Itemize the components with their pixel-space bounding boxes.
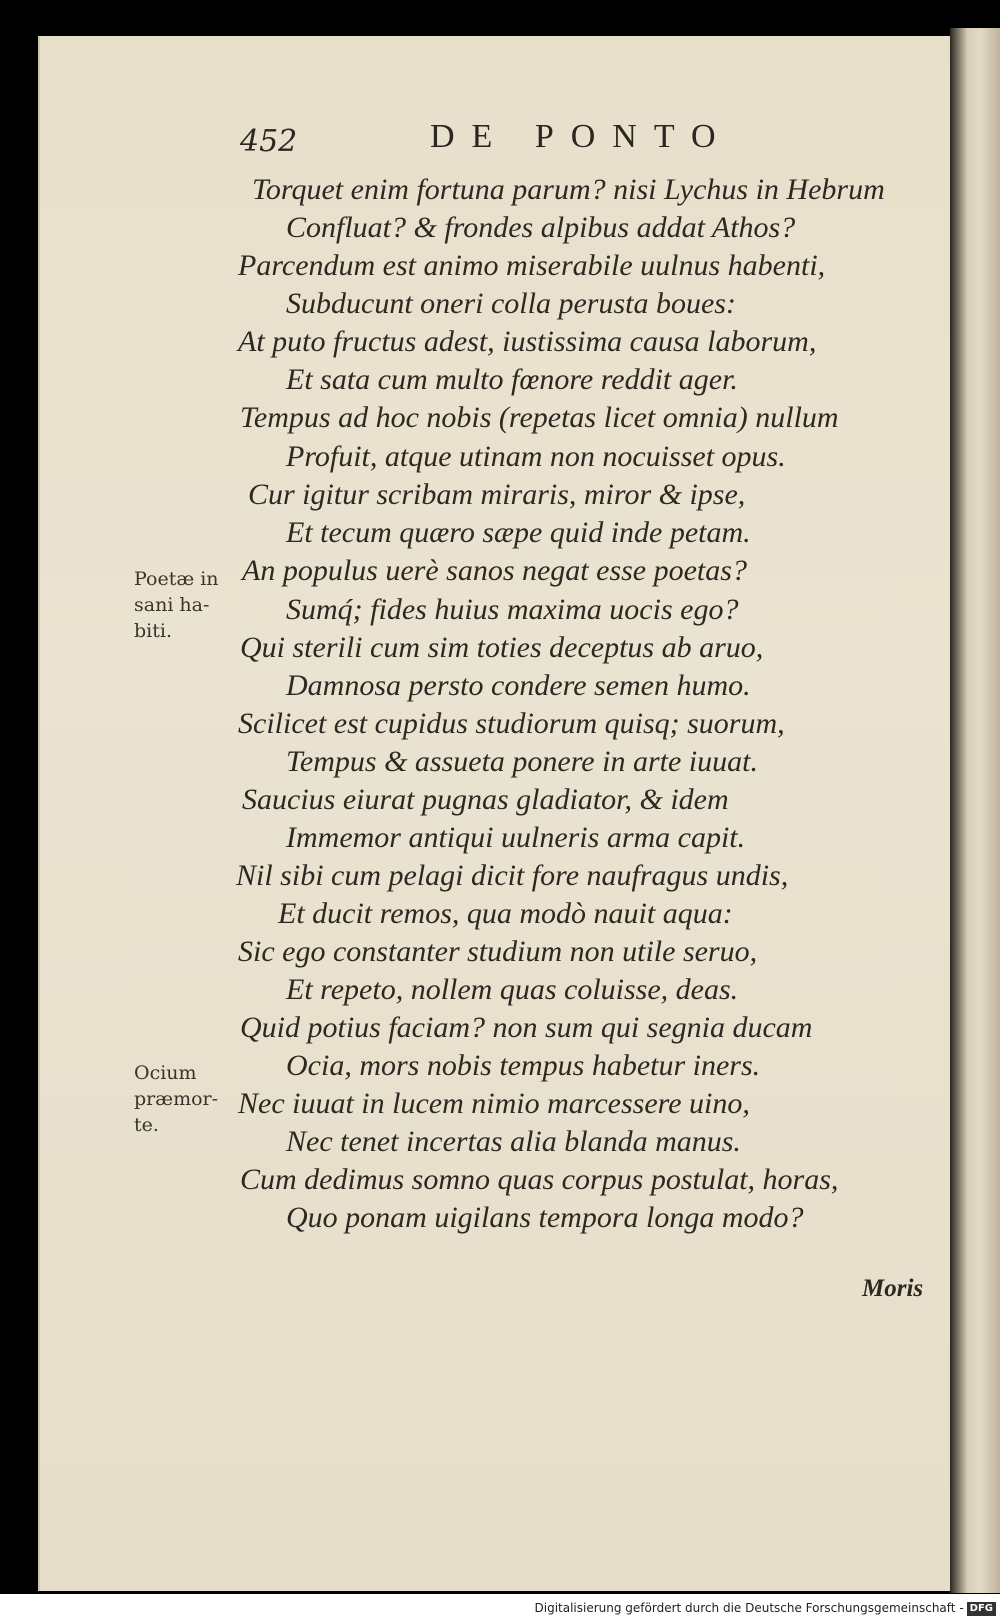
verse-line: Damnosa persto condere semen humo. <box>286 669 751 702</box>
verse-line: Quo ponam uigilans tempora longa modo? <box>286 1201 804 1234</box>
verse-line: Cum dedimus somno quas corpus postulat, horas, <box>240 1163 839 1196</box>
verse-line: Qui sterili cum sim toties deceptus ab aruo, <box>240 631 764 664</box>
verse-line: Et repeto, nollem quas coluisse, deas. <box>286 973 739 1006</box>
verse-line: Immemor antiqui uulneris arma capit. <box>286 821 746 854</box>
catchword: Moris <box>862 1275 924 1302</box>
verse-line: Quid potius faciam? non sum qui segnia ducam <box>240 1011 813 1044</box>
verse-line: Nil sibi cum pelagi dicit fore naufragus undis, <box>236 859 789 892</box>
verse-line: Torquet enim fortuna parum? nisi Lychus in Hebrum <box>252 173 885 206</box>
verse-line: Tempus ad hoc nobis (repetas licet omnia) nullum <box>240 401 839 434</box>
verse-line: Sumq́; fides huius maxima uocis ego? <box>286 593 739 626</box>
verse-line: Et sata cum multo fœnore reddit ager. <box>286 363 738 396</box>
running-head: DE PONTO <box>430 118 733 155</box>
verse-line: Parcendum est animo miserabile uulnus habenti, <box>238 249 826 282</box>
verse-line: Nec tenet incertas alia blanda manus. <box>286 1125 741 1158</box>
verse-line: Ocia, mors nobis tempus habetur iners. <box>286 1049 761 1082</box>
verse-line: Profuit, atque utinam non nocuisset opus. <box>286 440 786 473</box>
verse-line: Scilicet est cupidus studiorum quisq; suorum, <box>238 707 785 740</box>
verse-line: Sic ego constanter studium non utile seruo, <box>238 935 758 968</box>
verse-line: Et tecum quæro sæpe quid inde petam. <box>286 516 751 549</box>
page-number: 452 <box>240 124 298 159</box>
dfg-logo: DFG <box>967 1602 996 1616</box>
footer-text: Digitalisierung gefördert durch die Deutsche Forschungsgemeinschaft - <box>534 1601 964 1615</box>
verse-line: An populus uerè sanos negat esse poetas? <box>242 554 747 587</box>
page-header <box>0 118 1000 168</box>
verse-line: Et ducit remos, qua modò nauit aqua: <box>278 897 733 930</box>
verse-line: Tempus & assueta ponere in arte iuuat. <box>286 745 758 778</box>
verse-line: Cur igitur scribam miraris, miror & ipse, <box>248 478 746 511</box>
margin-note: Ocium præmor- te. <box>134 1062 219 1136</box>
verse-line: Nec iuuat in lucem nimio marcessere uino, <box>238 1087 750 1120</box>
verse-line: At puto fructus adest, iustissima causa laborum, <box>238 325 817 358</box>
verse-line: Saucius eiurat pugnas gladiator, & idem <box>242 783 729 816</box>
margin-note: Poetæ in sani ha- biti. <box>134 568 219 642</box>
verse-line: Confluat? & frondes alpibus addat Athos? <box>286 211 796 244</box>
footer-credit <box>535 1599 997 1617</box>
verse-line: Subducunt oneri colla perusta boues: <box>286 287 736 320</box>
